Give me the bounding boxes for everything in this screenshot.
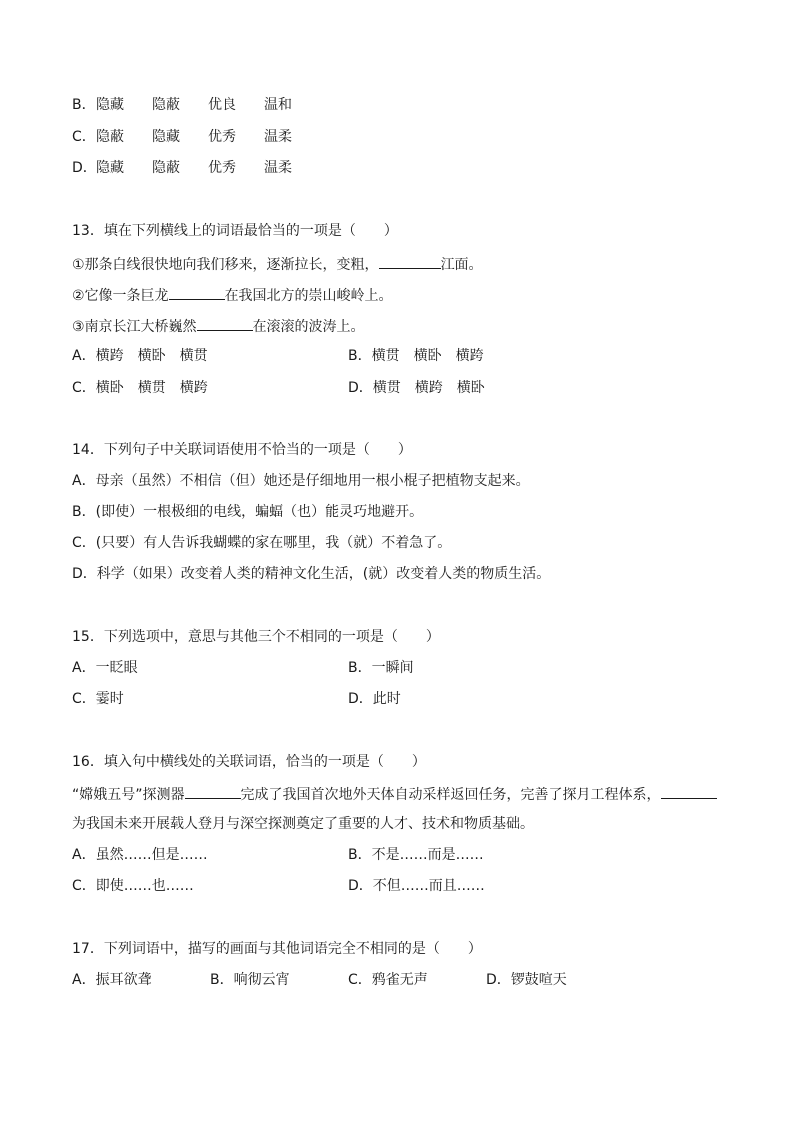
q17-stem: 17．下列词语中，描写的画面与其他词语完全不相同的是（ ） [72,941,482,957]
q13-sentence-3 [72,315,365,335]
q14-option-c: C．(只要）有人告诉我蝴蝶的家在哪里，我（就）不着急了。 [72,535,452,551]
q15-option-c: C．霎时 [72,691,124,707]
q13-sentence-1 [72,253,483,273]
q17-option-c: C．鸦雀无声 [348,972,428,988]
q15-option-d: D．此时 [348,691,401,707]
q13-option-b: B．横贯 横卧 横跨 [348,348,484,364]
word: 隐蔽 [152,97,180,113]
q15-option-a: A．一眨眼 [72,660,138,676]
fill-blank [379,253,441,269]
q12-option-c [72,127,292,147]
q15-stem: 15．下列选项中，意思与其他三个不相同的一项是（ ） [72,629,440,645]
q17-option-d: D．锣鼓喧天 [486,972,567,988]
sentence-text: 江面。 [440,257,483,273]
q16-option-c: C．即使……也…… [72,878,194,894]
q16-sentence-line-2: 为我国未来开展载人登月与深空探测奠定了重要的人才、技术和物质基础。 [72,816,534,832]
word: 隐藏 [96,97,124,113]
word: 隐藏 [152,129,180,145]
q14-option-d: D．科学（如果）改变着人类的精神文化生活，(就）改变着人类的物质生活。 [72,566,551,582]
q16-sentence-line-1 [72,783,717,803]
sentence-text: 在滚滚的波涛上。 [252,319,365,335]
q14-option-a: A．母亲（虽然）不相信（但）她还是仔细地用一根小棍子把植物支起来。 [72,473,530,489]
word: 隐藏 [96,160,124,176]
option-label: B． [72,97,96,113]
q13-option-c: C．横卧 横贯 横跨 [72,380,208,396]
fill-blank [169,284,225,300]
q13-stem: 13．填在下列横线上的词语最恰当的一项是（ ） [72,223,398,239]
fill-blank [661,783,717,799]
word: 温和 [264,97,292,113]
q12-option-d [72,158,292,178]
fill-blank [197,315,253,331]
word: 隐蔽 [152,160,180,176]
q13-option-a: A．横跨 横卧 横贯 [72,348,208,364]
q14-stem: 14．下列句子中关联词语使用不恰当的一项是（ ） [72,442,412,458]
word: 优良 [208,97,236,113]
q13-sentence-2 [72,284,393,304]
word: 优秀 [208,160,236,176]
q16-option-b: B．不是……而是…… [348,847,484,863]
q14-option-b: B．(即使）一根极细的电线，蝙蝠（也）能灵巧地避开。 [72,504,424,520]
fill-blank [185,783,241,799]
word: 优秀 [208,129,236,145]
sentence-text: “嫦娥五号”探测器 [72,787,185,803]
word: 温柔 [264,129,292,145]
sentence-text: ③南京长江大桥巍然 [72,319,197,335]
q17-option-a: A．振耳欲聋 [72,972,152,988]
option-label: C． [72,129,96,145]
q12-option-b [72,95,292,115]
q15-option-b: B．一瞬间 [348,660,414,676]
q13-option-d: D．横贯 横跨 横卧 [348,380,485,396]
option-label: D． [72,160,97,176]
word: 温柔 [264,160,292,176]
q16-option-a: A．虽然……但是…… [72,847,208,863]
q17-option-b: B．响彻云宵 [210,972,290,988]
sentence-text: ①那条白线很快地向我们移来，逐渐拉长，变粗， [72,257,379,273]
word: 隐蔽 [96,129,124,145]
sentence-text: ②它像一条巨龙 [72,288,169,304]
sentence-text: 在我国北方的崇山峻岭上。 [224,288,393,304]
q16-option-d: D．不但……而且…… [348,878,485,894]
q16-stem: 16．填入句中横线处的关联词语，恰当的一项是（ ） [72,754,426,770]
sentence-text: 完成了我国首次地外天体自动采样返回任务，完善了探月工程体系， [240,787,661,803]
